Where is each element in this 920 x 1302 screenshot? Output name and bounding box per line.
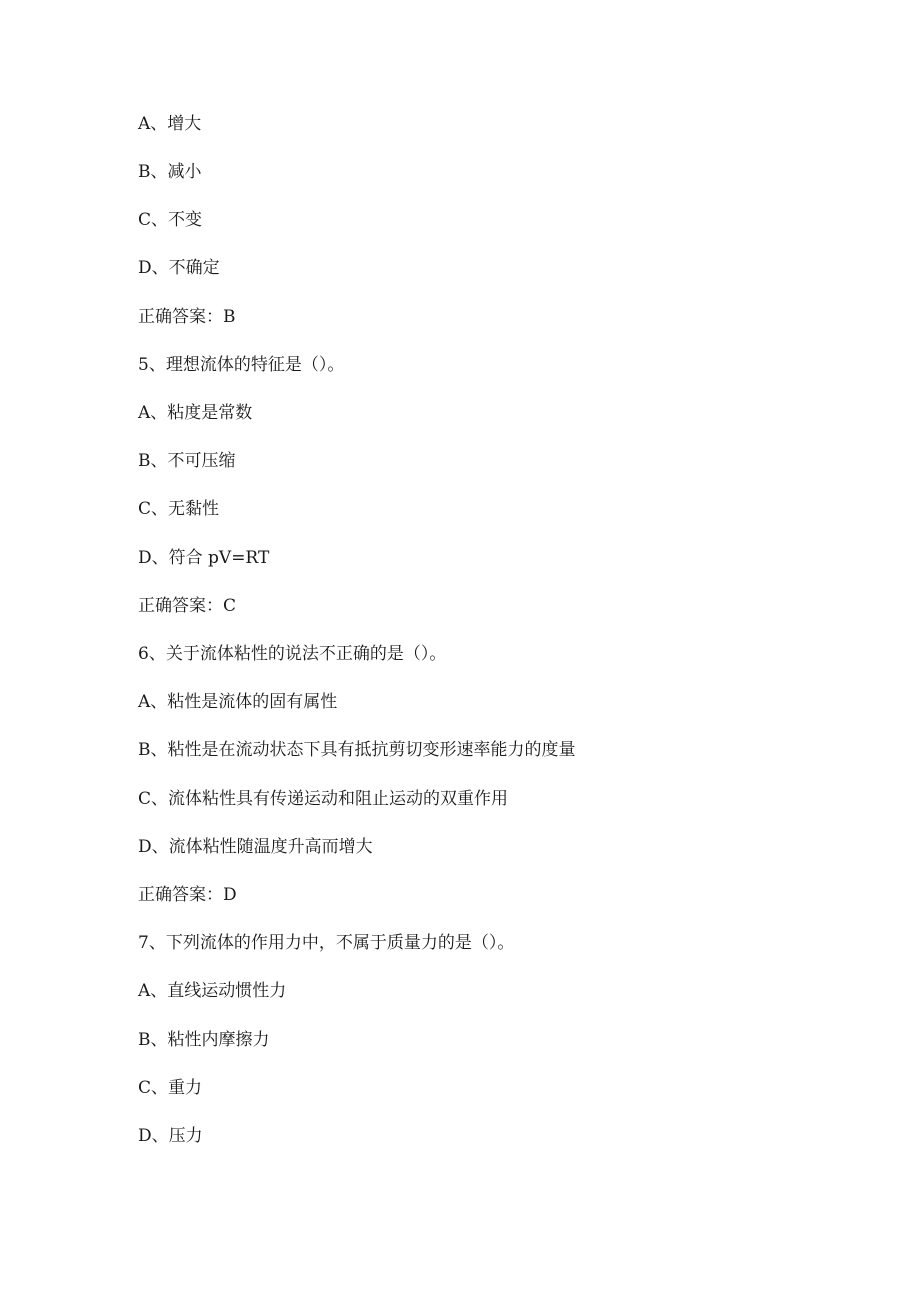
q4-option-a: A、增大 <box>138 114 202 134</box>
q5-question: 5、理想流体的特征是（）。 <box>138 355 345 375</box>
q5-option-c: C、无黏性 <box>138 499 220 519</box>
q7-option-a: A、直线运动惯性力 <box>138 981 287 1001</box>
q4-option-b: B、减小 <box>138 162 202 182</box>
q7-option-c: C、重力 <box>138 1078 203 1098</box>
q6-option-a: A、粘性是流体的固有属性 <box>138 692 338 712</box>
q5-option-a: A、粘度是常数 <box>138 403 253 423</box>
q7-question: 7、下列流体的作用力中，不属于质量力的是（）。 <box>138 933 515 953</box>
q4-answer: 正确答案：B <box>138 307 236 327</box>
q4-option-d: D、不确定 <box>138 258 220 278</box>
q4-option-c: C、不变 <box>138 210 203 230</box>
q6-option-c: C、流体粘性具有传递运动和阻止运动的双重作用 <box>138 789 509 809</box>
q6-answer: 正确答案：D <box>138 885 237 905</box>
q7-option-b: B、粘性内摩擦力 <box>138 1030 270 1050</box>
q5-option-d: D、符合 pV=RT <box>138 548 270 568</box>
q6-option-b: B、粘性是在流动状态下具有抵抗剪切变形速率能力的度量 <box>138 740 576 760</box>
q5-answer: 正确答案：C <box>138 596 237 616</box>
q6-option-d: D、流体粘性随温度升高而增大 <box>138 837 373 857</box>
q5-option-b: B、不可压缩 <box>138 451 236 471</box>
q7-option-d: D、压力 <box>138 1126 203 1146</box>
q6-question: 6、关于流体粘性的说法不正确的是（）。 <box>138 644 447 664</box>
